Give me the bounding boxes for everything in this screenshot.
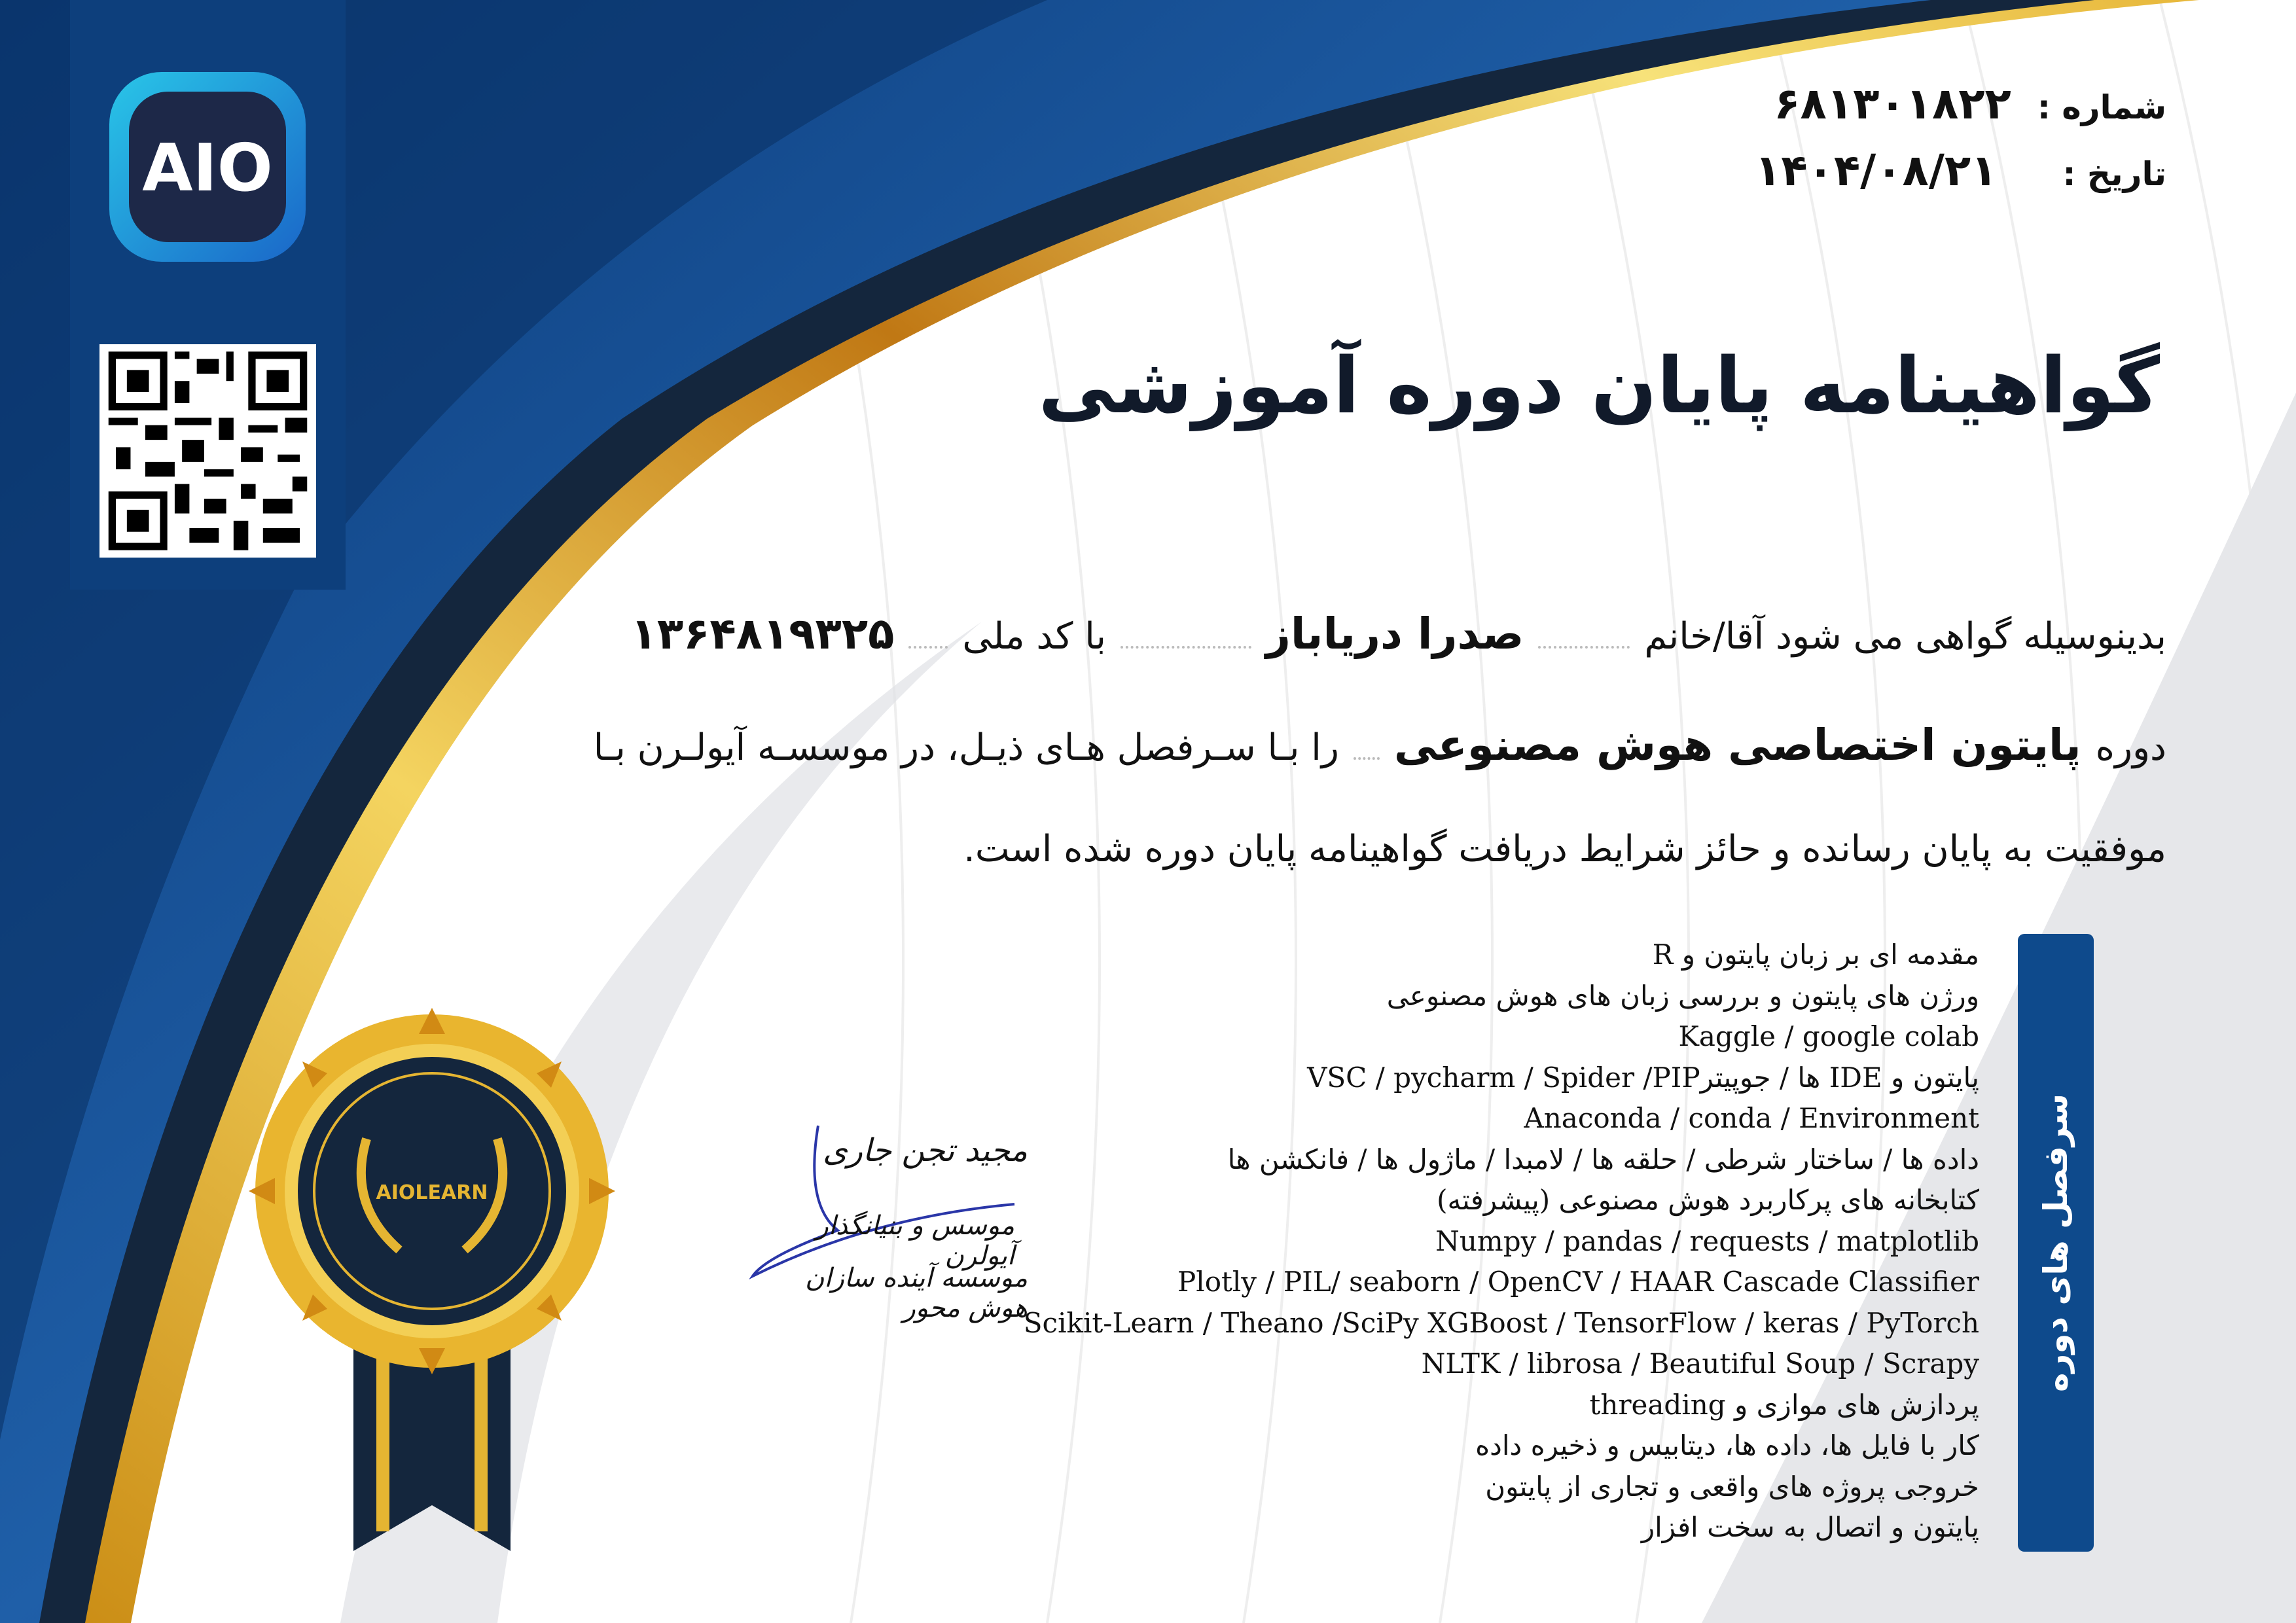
dotted-leader: [1354, 757, 1380, 760]
national-id: ۱۳۶۴۸۱۹۳۲۵: [630, 609, 895, 659]
date-label: تاریخ :: [2062, 155, 2166, 193]
line1-prefix: بدینوسیله گواهی می شود آقا/خانم: [1644, 615, 2166, 658]
body-line-1: [631, 609, 2166, 659]
line2-prefix: دوره: [2095, 726, 2166, 769]
topic-item: Anaconda / conda / Environment: [1524, 1102, 1979, 1134]
topic-item: کتابخانه های پرکاربرد هوش مصنوعی (پیشرفته): [1437, 1184, 1979, 1216]
number-value: ۶۸۱۳۰۱۸۲۲: [1774, 79, 2011, 129]
topic-item: Scikit-Learn / Theano /SciPy XGBoost / TensorFlow / keras / PyTorch: [1023, 1306, 1979, 1339]
date-value: ۱۴۰۴/۰۸/۲۱: [1754, 145, 1998, 196]
topics-heading: سرفصل های دوره: [2037, 1093, 2075, 1393]
certificate-number: [1774, 79, 2166, 129]
topic-item: خروجی پروژه های واقعی و تجاری از پایتون: [1485, 1470, 1979, 1503]
body-line-3: موفقیت به پایان رسانده و حائز شرایط دریافت گواهینامه پایان دوره شده است.: [963, 828, 2166, 870]
topic-item: داده ها / ساختار شرطی / حلقه ها / لامبدا / ماژول ها / فانکشن ها: [1227, 1143, 1979, 1175]
seal-text: AIOLEARN: [376, 1181, 488, 1204]
signer-role: موسس و بنیانگذار آیولرن: [816, 1211, 1014, 1271]
topic-item: Plotly / PIL/ seaborn / OpenCV / HAAR Cascade Classifier: [1177, 1266, 1979, 1298]
topics-heading-box: [2018, 934, 2094, 1552]
topic-item: پایتون و اتصال به سخت افزار: [1641, 1511, 1979, 1543]
dotted-leader: [908, 645, 948, 649]
qr-code-icon: [99, 344, 316, 558]
topics-list: [1024, 935, 1979, 1548]
aio-logo: [109, 72, 306, 262]
topic-item: NLTK / librosa / Beautiful Soup / Scrapy: [1421, 1347, 1979, 1380]
certificate-title: گواهینامه پایان دوره آموزشی: [1038, 340, 2160, 431]
signer-name: مجید تجن جاری: [823, 1132, 1028, 1169]
recipient-name: صدرا دریاباز: [1265, 609, 1524, 659]
line2-suffix: را بـا سـرفصل هـای ذیـل، در موسسـه آیولـرن بـا: [593, 726, 1339, 769]
dotted-leader: [1121, 645, 1251, 649]
logo-text: AIO: [142, 130, 273, 206]
national-id-label: با کد ملی: [962, 615, 1106, 658]
qr-code[interactable]: [99, 344, 316, 558]
course-name: پایتون اختصاصی هوش مصنوعی: [1393, 720, 2081, 770]
topic-item: Numpy / pandas / requests / matplotlib: [1435, 1224, 1979, 1257]
dotted-leader: [1538, 645, 1630, 649]
topic-item: Kaggle / google colab: [1678, 1020, 1979, 1052]
topic-item: پردازش های موازی و threading: [1589, 1388, 1979, 1421]
number-label: شماره :: [2037, 88, 2166, 126]
topic-item: مقدمه ای بر زبان پایتون و R: [1652, 938, 1979, 971]
signer-org: موسسه آینده سازان هوش محور: [805, 1263, 1028, 1323]
topic-item: پایتون و IDE ها / جوپیترVSC / pycharm / Spider /PIP: [1307, 1061, 1979, 1094]
signature: [740, 1113, 1028, 1335]
certificate-date: [1755, 145, 2166, 196]
topic-item: کار با فایل ها، داده ها، دیتابیس و ذخیره داده: [1475, 1429, 1979, 1461]
topic-item: ورژن های پایتون و بررسی زبان های هوش مصنوعی: [1386, 979, 1979, 1012]
seal-badge-icon: [236, 1008, 628, 1558]
body-line-2: [594, 720, 2166, 770]
